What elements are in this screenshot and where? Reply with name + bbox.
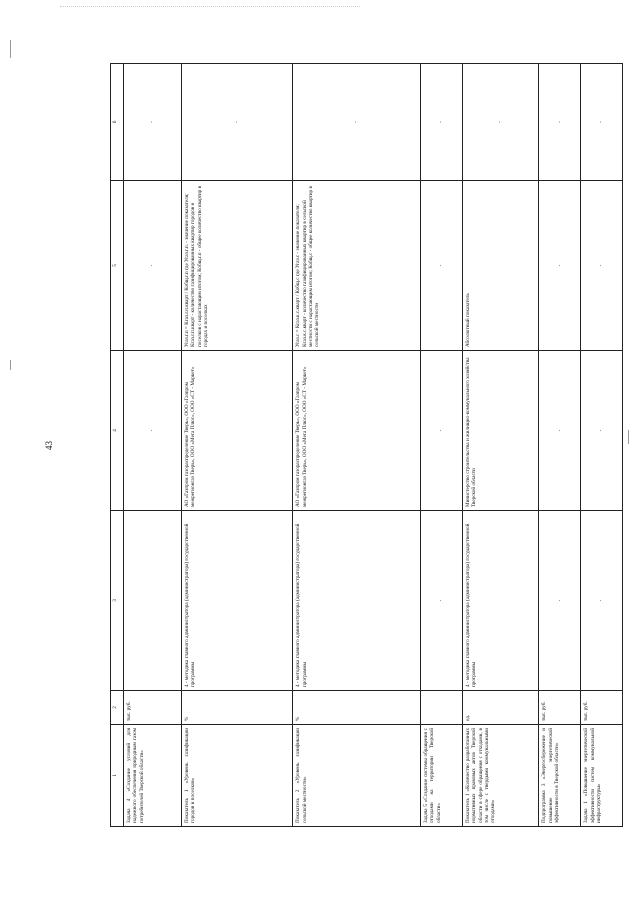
column-header: 4: [111, 351, 124, 511]
cell-name: Задача 5 «Создание системы обращения с отходами на территории Тверской области»: [420, 725, 462, 827]
table-row: [581, 64, 623, 827]
cell-method: [123, 511, 181, 691]
table-row: [539, 64, 581, 827]
cell-formula: -: [420, 181, 462, 351]
cell-formula: Абсолютный показатель: [462, 181, 539, 351]
cell-note: -: [181, 64, 292, 181]
cell-formula: -: [581, 181, 623, 351]
cell-note: -: [462, 64, 539, 181]
cell-name: Задача 1 «Повышение энергетической эффективности систем коммунальной инфраструктуры»: [581, 725, 623, 827]
column-header: 3: [111, 511, 124, 691]
cell-method: -: [420, 511, 462, 691]
cell-source: -: [539, 351, 581, 511]
cell-note: -: [420, 64, 462, 181]
column-header: 5: [111, 181, 124, 351]
cell-formula: -: [539, 181, 581, 351]
cell-note: -: [581, 64, 623, 181]
page-number: 43: [44, 441, 54, 450]
column-header: 6: [111, 64, 124, 181]
margin-mark: [10, 40, 11, 58]
cell-unit: [420, 691, 462, 725]
table-row: [181, 64, 292, 827]
cell-method: 4 - методика главного администратора (администратора) государственной программы: [181, 511, 292, 691]
cell-name: Подпрограмма 3 «Энергосбережение и повышение энергетической эффективности в Тверской области»: [539, 725, 581, 827]
margin-mark: [628, 430, 629, 444]
cell-name: Показатель 1 «Уровень газификации городов и поселков»: [181, 725, 292, 827]
cell-method: -: [539, 511, 581, 691]
cell-source: АО «Газпром газораспределение Тверь», ООО «Газпром межрегионгаз Тверь», ООО «Мега Плюс», ООО «СТ - Маркет»: [293, 351, 421, 511]
cell-source: -: [581, 351, 623, 511]
cell-note: -: [539, 64, 581, 181]
cell-unit: ед.: [462, 691, 539, 725]
rotated-table-container: [110, 64, 623, 827]
cell-name: Задача 4 «Создание условий для надежного обеспечения природным газом потребителей Тверской области»: [123, 725, 181, 827]
cell-unit: %: [181, 691, 292, 725]
cell-formula: Угаз.с = Кгаз.к.с.кварт / Кобщ.с где Угаз.с - значение показателя; Кгаз.к.с.кварт - количество газифицированных квартир в сельской местности с нарастающим итогом; Кобщ.с - общее количество квартир в сельской местности: [293, 181, 421, 351]
indicators-table: [110, 63, 623, 827]
table-row: [293, 64, 421, 827]
cell-formula: -: [123, 181, 181, 351]
cell-method: -: [581, 511, 623, 691]
cell-name: Показатель 2 «Уровень газификации сельской местности»: [293, 725, 421, 827]
column-header: 2: [111, 691, 124, 725]
cell-unit: тыс. руб.: [581, 691, 623, 725]
cell-method: 4 - методика главного администратора (администратора) государственной программы: [462, 511, 539, 691]
margin-mark: [10, 360, 11, 370]
cell-name: Показатель 1 «Количество разработанных нормативных правовых актов Тверской области в сфере обращения с отходами, в том числе с твердыми коммунальными отходами»: [462, 725, 539, 827]
cell-source: АО «Газпром газораспределение Тверь», ООО «Газпром межрегионгаз Тверь», ООО «Мега Плюс», ООО «СТ - Маркет»: [181, 351, 292, 511]
scan-edge-noise: [60, 6, 360, 9]
table-row: [123, 64, 181, 827]
table-row: [420, 64, 462, 827]
table-row: [462, 64, 539, 827]
cell-unit: %: [293, 691, 421, 725]
cell-note: -: [123, 64, 181, 181]
cell-method: 4 - методика главного администратора (администратора) государственной программы: [293, 511, 421, 691]
cell-unit: тыс. руб.: [123, 691, 181, 725]
cell-source: -: [123, 351, 181, 511]
column-header: 1: [111, 725, 124, 827]
cell-note: -: [293, 64, 421, 181]
table-header-row: [111, 64, 124, 827]
cell-source: -: [420, 351, 462, 511]
cell-source: Министерство строительства и жилищно-коммунального хозяйства Тверской области: [462, 351, 539, 511]
cell-unit: тыс. руб.: [539, 691, 581, 725]
cell-formula: Угаз.г.п = Кгаз.г.п.кварт / Кобщ.г.п где Угаз.г.п. - значение показателя; Кгаз.г.п.кварт - количество газифицированных квартир городов и поселков с нарастающим итогом; Кобщ.г.п - общее количество квартир в городах и поселках: [181, 181, 292, 351]
